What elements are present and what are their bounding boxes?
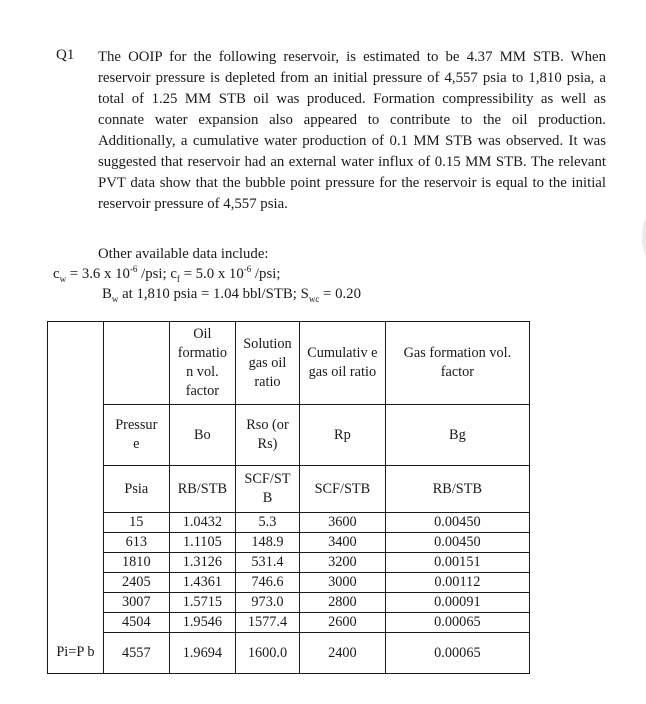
cell-rso: 148.9 (235, 533, 299, 553)
cell-rso: 1600.0 (235, 633, 299, 674)
cell-bg: 0.00450 (385, 513, 529, 533)
label-column-cell (48, 533, 104, 553)
cell-pressure: 2405 (103, 573, 169, 593)
initial-pressure-label: Pi=P b (48, 633, 104, 674)
given-data-intro: Other available data include: (98, 246, 269, 262)
swc-value: = 0.20 (319, 286, 361, 302)
cf-symbol: c (170, 266, 177, 282)
cw-exponent: -6 (129, 264, 138, 275)
cell-rso: 531.4 (235, 553, 299, 573)
cell-bg: 0.00151 (385, 553, 529, 573)
cell-rso: 746.6 (235, 573, 299, 593)
cw-value: = 3.6 x 10 (66, 266, 130, 282)
question-number: Q1 (56, 47, 75, 63)
cell-rso: 5.3 (235, 513, 299, 533)
label-column-cell (48, 466, 104, 513)
table-header-row (48, 322, 530, 405)
symbol-bg: Bg (385, 405, 529, 466)
symbol-pressure: Pressur e (103, 405, 169, 466)
cell-bo: 1.5715 (169, 593, 235, 613)
cell-pressure: 4557 (103, 633, 169, 674)
cell-pressure: 1810 (103, 553, 169, 573)
header-pressure-empty (103, 322, 169, 405)
cell-rso: 973.0 (235, 593, 299, 613)
compressibility-line (53, 266, 280, 283)
swc-subscript: wc (308, 293, 320, 304)
unit-pressure: Psia (103, 466, 169, 513)
cf-subscript: f (176, 273, 180, 284)
table-corner-cell (48, 322, 104, 405)
cell-rso: 1577.4 (235, 613, 299, 633)
table-row (48, 553, 530, 573)
cell-pressure: 4504 (103, 613, 169, 633)
cell-bo: 1.1105 (169, 533, 235, 553)
label-column-cell (48, 573, 104, 593)
table-unit-row (48, 466, 530, 513)
water-data-line (102, 286, 361, 303)
header-cum-gor: Cumulativ e gas oil ratio (299, 322, 385, 405)
label-column-cell (48, 593, 104, 613)
cell-bg: 0.00112 (385, 573, 529, 593)
table-row (48, 613, 530, 633)
cw-unit: /psi; (137, 266, 171, 282)
table-row (48, 573, 530, 593)
symbol-rp: Rp (299, 405, 385, 466)
header-oil-fvf: Oil formatio n vol. factor (169, 322, 235, 405)
label-column-cell (48, 553, 104, 573)
page-edge-shadow (642, 218, 646, 256)
unit-bg: RB/STB (385, 466, 529, 513)
unit-rso: SCF/ST B (235, 466, 299, 513)
cell-rp: 2800 (299, 593, 385, 613)
cw-symbol: c (53, 266, 60, 282)
cf-exponent: -6 (243, 264, 252, 275)
cell-bo: 1.0432 (169, 513, 235, 533)
cell-bo: 1.4361 (169, 573, 235, 593)
cell-rp: 3400 (299, 533, 385, 553)
header-gas-fvf: Gas formation vol. factor (385, 322, 529, 405)
table-row (48, 513, 530, 533)
cell-bo: 1.3126 (169, 553, 235, 573)
symbol-bo: Bo (169, 405, 235, 466)
cell-pressure: 15 (103, 513, 169, 533)
cell-bo: 1.9546 (169, 613, 235, 633)
cell-rp: 2600 (299, 613, 385, 633)
cell-bg: 0.00091 (385, 593, 529, 613)
cf-value: = 5.0 x 10 (179, 266, 244, 282)
label-column-cell (48, 405, 104, 466)
label-column-cell (48, 513, 104, 533)
bw-subscript: w (111, 293, 119, 304)
question-text: The OOIP for the following reservoir, is estimated to be 4.37 MM STB. When reservoir pressure is depleted from an initial pressure of 4,557 psia to 1,810 psia, a total of 1.25 MM STB oil was produced. Formation compressibility as well as connate water expansion also appeared to contribute to the oil production. Additionally, a cumulative water production of 0.1 MM STB was observed. It was suggested that reservoir had an external water influx of 0.15 MM STB. The relevant PVT data show that the bubble point pressure for the reservoir is equal to the initial reservoir pressure of 4,557 psia. (98, 49, 606, 212)
cell-rp: 3600 (299, 513, 385, 533)
table-row (48, 593, 530, 613)
header-solution-gor: Solution gas oil ratio (235, 322, 299, 405)
cell-pressure: 3007 (103, 593, 169, 613)
cell-rp: 3000 (299, 573, 385, 593)
bw-symbol: B (102, 286, 112, 302)
label-column-cell (48, 613, 104, 633)
cell-rp: 3200 (299, 553, 385, 573)
cf-unit: /psi; (251, 266, 281, 282)
table-row-initial (48, 633, 530, 674)
cw-subscript: w (59, 273, 67, 284)
table-symbol-row (48, 405, 530, 466)
cell-pressure: 613 (103, 533, 169, 553)
unit-bo: RB/STB (169, 466, 235, 513)
cell-bg: 0.00450 (385, 533, 529, 553)
cell-bg: 0.00065 (385, 613, 529, 633)
cell-bg: 0.00065 (385, 633, 529, 674)
table-row (48, 533, 530, 553)
cell-bo: 1.9694 (169, 633, 235, 674)
cell-rp: 2400 (299, 633, 385, 674)
bw-text: at 1,810 psia = 1.04 bbl/STB; S (118, 286, 309, 302)
unit-rp: SCF/STB (299, 466, 385, 513)
pvt-table (47, 321, 530, 674)
symbol-rso: Rso (or Rs) (235, 405, 299, 466)
